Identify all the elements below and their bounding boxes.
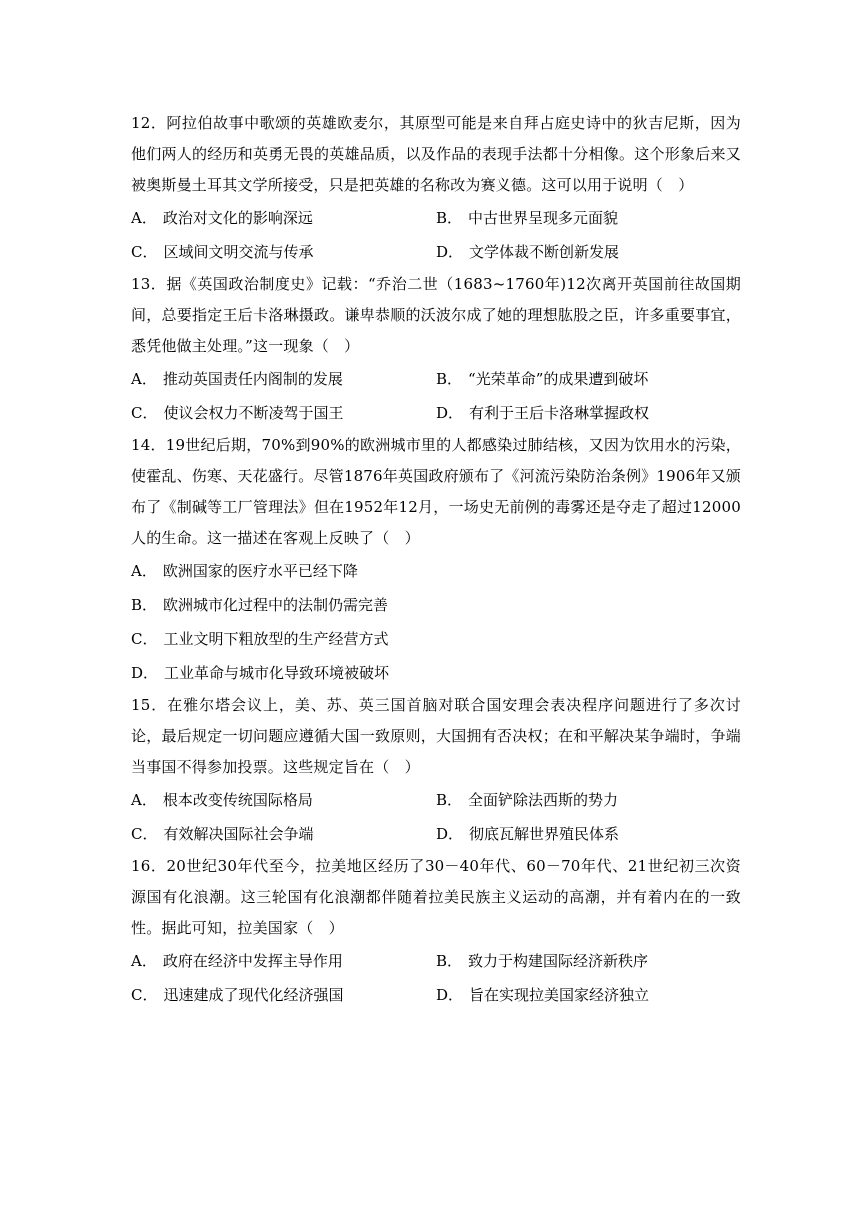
options-row [131, 783, 741, 817]
option-letter: D． [436, 986, 464, 1004]
option-text: 政府在经济中发挥主导作用 [162, 952, 343, 970]
option-text: 有利于王后卡洛琳掌握政权 [469, 404, 650, 422]
option-a [131, 944, 436, 978]
option-d [436, 978, 741, 1012]
question-stem: 14．19世纪后期，70%到90%的欧洲城市里的人都感染过肺结核，又因为饮用水的污染，使霍乱、伤寒、天花盛行。尽管1876年英国政府颁布了《河流污染防治条例》1906年又颁布了《制碱等工厂管理法》但在1952年12月，一场史无前例的毒雾还是夺走了超过12000人的生命。这一描述在客观上反映了（ ） [131, 436, 741, 547]
option-text: 政治对文化的影响深远 [162, 209, 313, 227]
options-row [131, 978, 741, 1012]
option-text: 欧洲国家的医疗水平已经下降 [162, 562, 358, 580]
option-letter: B． [436, 791, 463, 809]
option-letter: C． [131, 404, 158, 422]
option-letter: B． [131, 596, 158, 614]
question-15 [131, 690, 741, 851]
option-letter: C． [131, 243, 158, 261]
option-d [436, 817, 741, 851]
option-b [436, 362, 741, 396]
option-b [436, 201, 741, 235]
options-row [131, 235, 741, 269]
option-a [131, 362, 436, 396]
option-letter: A． [131, 209, 157, 227]
option-text: 致力于构建国际经济新秩序 [468, 952, 649, 970]
option-text: 旨在实现拉美国家经济独立 [469, 986, 650, 1004]
question-stem: 15．在雅尔塔会议上，美、苏、英三国首脑对联合国安理会表决程序问题进行了多次讨论，最后规定一切问题应遵循大国一致原则，大国拥有否决权；在和平解决某争端时，争端当事国不得参加投票。这些规定旨在（ ） [131, 696, 741, 776]
question-14 [131, 430, 741, 690]
option-letter: A． [131, 791, 157, 809]
option-letter: D． [436, 825, 464, 843]
option-d [131, 656, 741, 690]
option-c [131, 396, 436, 430]
option-c [131, 235, 436, 269]
option-letter: D． [436, 243, 464, 261]
option-text: 中古世界呈现多元面貌 [468, 209, 619, 227]
option-letter: D． [436, 404, 464, 422]
question-16 [131, 851, 741, 1012]
option-letter: A． [131, 562, 157, 580]
option-c [131, 622, 741, 656]
option-text: 全面铲除法西斯的势力 [468, 791, 619, 809]
options-row [131, 817, 741, 851]
option-letter: C． [131, 986, 158, 1004]
question-12 [131, 108, 741, 269]
option-b [436, 944, 741, 978]
option-text: 有效解决国际社会争端 [163, 825, 314, 843]
question-13 [131, 269, 741, 430]
option-letter: B． [436, 952, 463, 970]
option-d [436, 235, 741, 269]
option-b [436, 783, 741, 817]
option-a [131, 783, 436, 817]
options-row [131, 362, 741, 396]
option-d [436, 396, 741, 430]
option-text: 根本改变传统国际格局 [162, 791, 313, 809]
option-text: 使议会权力不断凌驾于国王 [163, 404, 344, 422]
option-letter: C． [131, 825, 158, 843]
option-text: 工业革命与城市化导致环境被破坏 [164, 664, 390, 682]
option-letter: C． [131, 630, 158, 648]
option-letter: A． [131, 370, 157, 388]
option-text: 区域间文明交流与传承 [163, 243, 314, 261]
option-letter: B． [436, 370, 463, 388]
option-a [131, 554, 741, 588]
question-stem: 12．阿拉伯故事中歌颂的英雄欧麦尔，其原型可能是来自拜占庭史诗中的狄吉尼斯，因为他们两人的经历和英勇无畏的英雄品质，以及作品的表现手法都十分相像。这个形象后来又被奥斯曼土耳其文学所接受，只是把英雄的名称改为赛义德。这可以用于说明（ ） [131, 114, 741, 194]
option-a [131, 201, 436, 235]
option-text: 欧洲城市化过程中的法制仍需完善 [163, 596, 389, 614]
option-letter: B． [436, 209, 463, 227]
option-text: 工业文明下粗放型的生产经营方式 [163, 630, 389, 648]
option-c [131, 978, 436, 1012]
option-c [131, 817, 436, 851]
options-row [131, 944, 741, 978]
option-text: 推动英国责任内阁制的发展 [162, 370, 343, 388]
option-letter: D． [131, 664, 159, 682]
option-text: “光荣革命”的成果遭到破坏 [468, 370, 649, 388]
question-stem: 16．20世纪30年代至今，拉美地区经历了30－40年代、60－70年代、21世纪初三次资源国有化浪潮。这三轮国有化浪潮都伴随着拉美民族主义运动的高潮，并有着内在的一致性。据此可知，拉美国家（ ） [131, 857, 741, 937]
option-text: 彻底瓦解世界殖民体系 [469, 825, 620, 843]
option-b [131, 588, 741, 622]
options-row [131, 396, 741, 430]
option-text: 迅速建成了现代化经济强国 [163, 986, 344, 1004]
question-stem: 13．据《英国政治制度史》记载：“乔治二世（1683~1760年)12次离开英国前往故国期间，总要指定王后卡洛琳摄政。谦卑恭顺的沃波尔成了她的理想肱股之臣，许多重要事宜，悉凭他做主处理。”这一现象（ ） [131, 275, 741, 355]
option-letter: A． [131, 952, 157, 970]
option-text: 文学体裁不断创新发展 [469, 243, 620, 261]
exam-page [131, 108, 741, 1012]
options-row [131, 201, 741, 235]
